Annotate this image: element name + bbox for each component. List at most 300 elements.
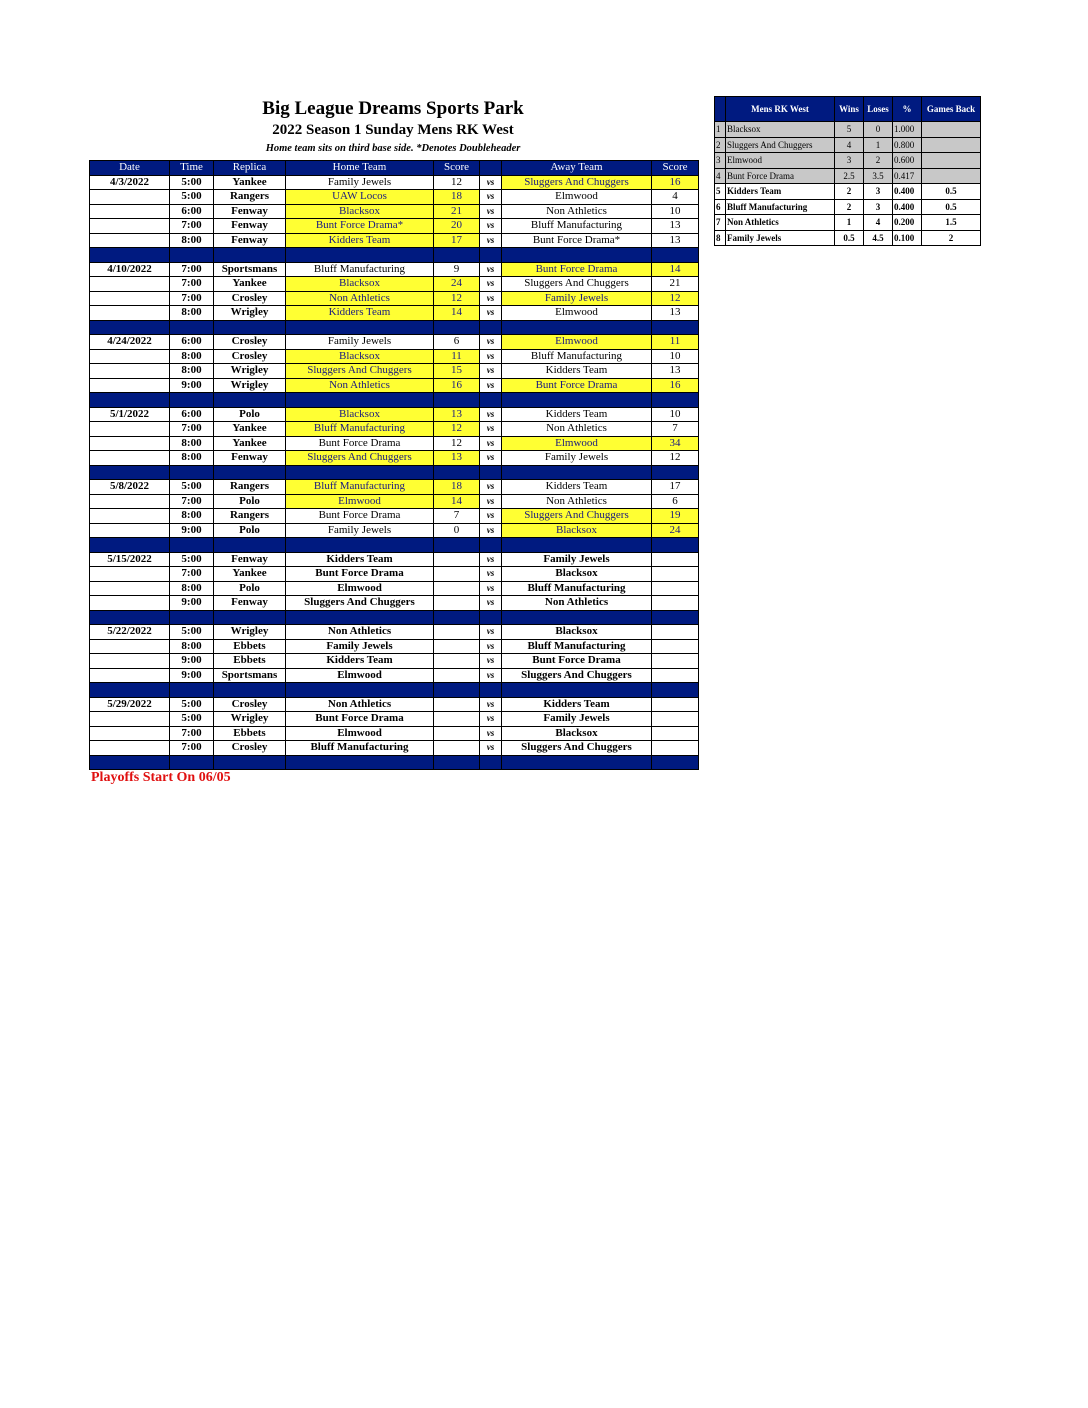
away-team: Sluggers And Chuggers xyxy=(502,277,652,292)
separator-cell xyxy=(170,320,214,335)
week-separator xyxy=(90,393,699,408)
game-replica: Polo xyxy=(214,494,286,509)
game-row xyxy=(90,233,699,248)
game-replica: Rangers xyxy=(214,480,286,495)
standing-team: Bunt Force Drama xyxy=(726,168,835,184)
away-team: Blacksox xyxy=(502,523,652,538)
game-time: 9:00 xyxy=(170,654,214,669)
game-date xyxy=(90,639,170,654)
game-date xyxy=(90,436,170,451)
game-replica: Yankee xyxy=(214,567,286,582)
game-row xyxy=(90,451,699,466)
standings-header-row xyxy=(715,97,981,122)
vs-label: vs xyxy=(480,552,502,567)
vs-label: vs xyxy=(480,335,502,350)
standing-team: Sluggers And Chuggers xyxy=(726,137,835,153)
game-time: 5:00 xyxy=(170,480,214,495)
game-date xyxy=(90,190,170,205)
away-team: Blacksox xyxy=(502,625,652,640)
separator-cell xyxy=(652,755,699,770)
separator-cell xyxy=(214,538,286,553)
home-team: Family Jewels xyxy=(286,639,434,654)
separator-cell xyxy=(90,320,170,335)
vs-label: vs xyxy=(480,625,502,640)
away-team: Sluggers And Chuggers xyxy=(502,509,652,524)
separator-cell xyxy=(90,538,170,553)
standing-rank: 4 xyxy=(715,168,726,184)
separator-cell xyxy=(170,248,214,263)
vs-label: vs xyxy=(480,306,502,321)
game-row xyxy=(90,204,699,219)
separator-cell xyxy=(434,465,480,480)
home-team: UAW Locos xyxy=(286,190,434,205)
away-score xyxy=(652,596,699,611)
game-row xyxy=(90,378,699,393)
home-score xyxy=(434,668,480,683)
standing-rank: 7 xyxy=(715,215,726,231)
separator-cell xyxy=(480,393,502,408)
separator-cell xyxy=(652,248,699,263)
separator-cell xyxy=(480,248,502,263)
col-home-score-header: Score xyxy=(434,161,480,176)
away-team: Family Jewels xyxy=(502,712,652,727)
home-score: 16 xyxy=(434,378,480,393)
home-team: Elmwood xyxy=(286,581,434,596)
week-separator xyxy=(90,610,699,625)
away-team: Bunt Force Drama xyxy=(502,262,652,277)
away-score: 10 xyxy=(652,204,699,219)
game-time: 8:00 xyxy=(170,233,214,248)
home-team: Bunt Force Drama* xyxy=(286,219,434,234)
vs-label: vs xyxy=(480,581,502,596)
game-time: 8:00 xyxy=(170,451,214,466)
separator-cell xyxy=(652,465,699,480)
standing-games-back: 0.5 xyxy=(922,184,981,200)
vs-label: vs xyxy=(480,422,502,437)
standing-rank: 5 xyxy=(715,184,726,200)
game-replica: Fenway xyxy=(214,451,286,466)
game-time: 9:00 xyxy=(170,668,214,683)
standing-wins: 3 xyxy=(835,153,864,169)
game-replica: Yankee xyxy=(214,277,286,292)
separator-cell xyxy=(286,538,434,553)
home-score: 11 xyxy=(434,349,480,364)
game-date xyxy=(90,378,170,393)
away-team: Kidders Team xyxy=(502,407,652,422)
home-team: Bluff Manufacturing xyxy=(286,262,434,277)
game-time: 9:00 xyxy=(170,378,214,393)
vs-label: vs xyxy=(480,219,502,234)
game-replica: Crosley xyxy=(214,741,286,756)
game-date xyxy=(90,451,170,466)
game-time: 5:00 xyxy=(170,175,214,190)
home-score: 14 xyxy=(434,494,480,509)
standings-wins-header: Wins xyxy=(835,97,864,122)
game-replica: Ebbets xyxy=(214,654,286,669)
home-score xyxy=(434,697,480,712)
standing-wins: 2 xyxy=(835,184,864,200)
week-separator xyxy=(90,683,699,698)
separator-cell xyxy=(480,465,502,480)
vs-label: vs xyxy=(480,349,502,364)
vs-label: vs xyxy=(480,277,502,292)
standing-loses: 1 xyxy=(864,137,893,153)
vs-label: vs xyxy=(480,291,502,306)
away-team: Non Athletics xyxy=(502,494,652,509)
separator-cell xyxy=(434,610,480,625)
page-subtitle: 2022 Season 1 Sunday Mens RK West xyxy=(272,122,514,138)
game-replica: Ebbets xyxy=(214,639,286,654)
standings-row xyxy=(715,122,981,138)
separator-cell xyxy=(214,248,286,263)
game-replica: Rangers xyxy=(214,190,286,205)
separator-cell xyxy=(480,538,502,553)
standings-row xyxy=(715,230,981,246)
home-team: Elmwood xyxy=(286,494,434,509)
away-team: Sluggers And Chuggers xyxy=(502,175,652,190)
away-team: Sluggers And Chuggers xyxy=(502,741,652,756)
game-row xyxy=(90,726,699,741)
game-row xyxy=(90,581,699,596)
standing-games-back: 0.5 xyxy=(922,199,981,215)
separator-cell xyxy=(214,683,286,698)
separator-cell xyxy=(170,393,214,408)
col-replica-header: Replica xyxy=(214,161,286,176)
separator-cell xyxy=(214,610,286,625)
standings-row xyxy=(715,137,981,153)
page-title: Big League Dreams Sports Park xyxy=(262,98,524,119)
home-team: Family Jewels xyxy=(286,175,434,190)
home-team: Sluggers And Chuggers xyxy=(286,451,434,466)
separator-cell xyxy=(652,683,699,698)
standing-loses: 0 xyxy=(864,122,893,138)
away-score xyxy=(652,639,699,654)
vs-label: vs xyxy=(480,494,502,509)
playoffs-notice: Playoffs Start On 06/05 xyxy=(91,770,231,785)
home-score: 7 xyxy=(434,509,480,524)
game-date xyxy=(90,654,170,669)
away-score: 13 xyxy=(652,219,699,234)
game-row xyxy=(90,422,699,437)
standings-division-header: Mens RK West xyxy=(726,97,835,122)
separator-cell xyxy=(286,465,434,480)
game-time: 7:00 xyxy=(170,277,214,292)
game-time: 7:00 xyxy=(170,219,214,234)
away-team: Bunt Force Drama* xyxy=(502,233,652,248)
separator-cell xyxy=(286,393,434,408)
separator-cell xyxy=(502,465,652,480)
game-time: 7:00 xyxy=(170,262,214,277)
away-score: 4 xyxy=(652,190,699,205)
home-score: 17 xyxy=(434,233,480,248)
game-replica: Crosley xyxy=(214,697,286,712)
home-score: 0 xyxy=(434,523,480,538)
standings-row xyxy=(715,215,981,231)
away-score: 12 xyxy=(652,451,699,466)
away-score: 13 xyxy=(652,364,699,379)
game-row xyxy=(90,523,699,538)
away-score: 6 xyxy=(652,494,699,509)
game-date xyxy=(90,726,170,741)
game-time: 7:00 xyxy=(170,494,214,509)
standing-games-back xyxy=(922,137,981,153)
game-row xyxy=(90,436,699,451)
home-team: Kidders Team xyxy=(286,654,434,669)
away-score: 19 xyxy=(652,509,699,524)
home-team: Elmwood xyxy=(286,668,434,683)
standing-team: Elmwood xyxy=(726,153,835,169)
game-time: 8:00 xyxy=(170,639,214,654)
away-team: Bluff Manufacturing xyxy=(502,349,652,364)
home-score: 12 xyxy=(434,436,480,451)
standing-team: Bluff Manufacturing xyxy=(726,199,835,215)
away-team: Bunt Force Drama xyxy=(502,378,652,393)
game-time: 8:00 xyxy=(170,581,214,596)
game-replica: Fenway xyxy=(214,552,286,567)
game-date xyxy=(90,422,170,437)
standing-games-back: 2 xyxy=(922,230,981,246)
vs-label: vs xyxy=(480,726,502,741)
game-date xyxy=(90,291,170,306)
game-replica: Crosley xyxy=(214,349,286,364)
game-replica: Yankee xyxy=(214,175,286,190)
home-team: Blacksox xyxy=(286,277,434,292)
game-time: 5:00 xyxy=(170,712,214,727)
separator-cell xyxy=(286,320,434,335)
game-row xyxy=(90,567,699,582)
schedule-note: Home team sits on third base side. *Denotes Doubleheader xyxy=(265,143,521,154)
game-row xyxy=(90,509,699,524)
game-replica: Fenway xyxy=(214,219,286,234)
game-time: 8:00 xyxy=(170,509,214,524)
standings-rank-header xyxy=(715,97,726,122)
home-score xyxy=(434,567,480,582)
vs-label: vs xyxy=(480,436,502,451)
away-team: Kidders Team xyxy=(502,364,652,379)
standing-team: Family Jewels xyxy=(726,230,835,246)
home-team: Bunt Force Drama xyxy=(286,509,434,524)
game-row xyxy=(90,480,699,495)
separator-cell xyxy=(90,248,170,263)
away-team: Bunt Force Drama xyxy=(502,654,652,669)
standing-loses: 4 xyxy=(864,215,893,231)
game-row xyxy=(90,364,699,379)
game-date xyxy=(90,233,170,248)
away-score: 13 xyxy=(652,306,699,321)
standing-loses: 2 xyxy=(864,153,893,169)
away-score xyxy=(652,625,699,640)
standing-wins: 1 xyxy=(835,215,864,231)
separator-cell xyxy=(214,465,286,480)
standing-pct: 1.000 xyxy=(893,122,922,138)
away-score: 21 xyxy=(652,277,699,292)
separator-cell xyxy=(214,320,286,335)
standings-row xyxy=(715,168,981,184)
separator-cell xyxy=(480,755,502,770)
away-score xyxy=(652,668,699,683)
separator-cell xyxy=(502,393,652,408)
game-date: 4/10/2022 xyxy=(90,262,170,277)
away-score: 17 xyxy=(652,480,699,495)
game-row xyxy=(90,277,699,292)
home-team: Non Athletics xyxy=(286,291,434,306)
game-date xyxy=(90,567,170,582)
away-score: 14 xyxy=(652,262,699,277)
home-score xyxy=(434,654,480,669)
home-score xyxy=(434,581,480,596)
away-team: Bluff Manufacturing xyxy=(502,639,652,654)
separator-cell xyxy=(502,538,652,553)
vs-label: vs xyxy=(480,204,502,219)
game-time: 7:00 xyxy=(170,726,214,741)
game-replica: Sportsmans xyxy=(214,668,286,683)
standing-wins: 5 xyxy=(835,122,864,138)
week-separator xyxy=(90,320,699,335)
separator-cell xyxy=(652,393,699,408)
home-team: Bluff Manufacturing xyxy=(286,480,434,495)
standing-pct: 0.417 xyxy=(893,168,922,184)
home-score: 12 xyxy=(434,175,480,190)
home-team: Non Athletics xyxy=(286,625,434,640)
game-date xyxy=(90,349,170,364)
standing-loses: 4.5 xyxy=(864,230,893,246)
vs-label: vs xyxy=(480,741,502,756)
separator-cell xyxy=(652,538,699,553)
game-replica: Sportsmans xyxy=(214,262,286,277)
standing-wins: 4 xyxy=(835,137,864,153)
away-score: 13 xyxy=(652,233,699,248)
separator-cell xyxy=(214,755,286,770)
away-score xyxy=(652,567,699,582)
game-replica: Fenway xyxy=(214,204,286,219)
home-team: Blacksox xyxy=(286,407,434,422)
away-score xyxy=(652,697,699,712)
separator-cell xyxy=(502,320,652,335)
game-replica: Polo xyxy=(214,407,286,422)
game-date xyxy=(90,364,170,379)
away-team: Kidders Team xyxy=(502,697,652,712)
home-team: Non Athletics xyxy=(286,378,434,393)
game-replica: Wrigley xyxy=(214,625,286,640)
separator-cell xyxy=(480,320,502,335)
game-replica: Yankee xyxy=(214,436,286,451)
game-replica: Wrigley xyxy=(214,712,286,727)
separator-cell xyxy=(90,683,170,698)
standing-wins: 2.5 xyxy=(835,168,864,184)
standings-row xyxy=(715,153,981,169)
home-team: Family Jewels xyxy=(286,335,434,350)
away-team: Elmwood xyxy=(502,190,652,205)
game-row xyxy=(90,741,699,756)
standing-pct: 0.800 xyxy=(893,137,922,153)
game-row xyxy=(90,291,699,306)
standing-team: Non Athletics xyxy=(726,215,835,231)
standing-loses: 3 xyxy=(864,199,893,215)
schedule-header-row xyxy=(90,161,699,176)
game-time: 8:00 xyxy=(170,306,214,321)
away-team: Non Athletics xyxy=(502,204,652,219)
away-team: Family Jewels xyxy=(502,552,652,567)
game-date: 4/3/2022 xyxy=(90,175,170,190)
separator-cell xyxy=(90,610,170,625)
away-score: 12 xyxy=(652,291,699,306)
game-row xyxy=(90,625,699,640)
home-team: Blacksox xyxy=(286,349,434,364)
separator-cell xyxy=(434,393,480,408)
home-score: 6 xyxy=(434,335,480,350)
standing-loses: 3.5 xyxy=(864,168,893,184)
separator-cell xyxy=(434,755,480,770)
standing-rank: 1 xyxy=(715,122,726,138)
game-row xyxy=(90,552,699,567)
vs-label: vs xyxy=(480,712,502,727)
game-time: 8:00 xyxy=(170,436,214,451)
home-score: 18 xyxy=(434,480,480,495)
home-team: Bunt Force Drama xyxy=(286,712,434,727)
standing-games-back xyxy=(922,168,981,184)
game-row xyxy=(90,306,699,321)
col-vs-header xyxy=(480,161,502,176)
game-time: 7:00 xyxy=(170,291,214,306)
home-score xyxy=(434,741,480,756)
vs-label: vs xyxy=(480,567,502,582)
vs-label: vs xyxy=(480,233,502,248)
game-replica: Wrigley xyxy=(214,306,286,321)
standings-row xyxy=(715,199,981,215)
standing-wins: 2 xyxy=(835,199,864,215)
home-team: Bluff Manufacturing xyxy=(286,422,434,437)
home-team: Sluggers And Chuggers xyxy=(286,596,434,611)
home-score: 13 xyxy=(434,451,480,466)
home-score: 15 xyxy=(434,364,480,379)
standing-pct: 0.600 xyxy=(893,153,922,169)
vs-label: vs xyxy=(480,668,502,683)
home-score: 13 xyxy=(434,407,480,422)
home-team: Bunt Force Drama xyxy=(286,567,434,582)
separator-cell xyxy=(502,683,652,698)
standings-row xyxy=(715,184,981,200)
game-time: 6:00 xyxy=(170,335,214,350)
vs-label: vs xyxy=(480,364,502,379)
game-row xyxy=(90,668,699,683)
game-time: 5:00 xyxy=(170,625,214,640)
away-team: Bluff Manufacturing xyxy=(502,219,652,234)
game-replica: Polo xyxy=(214,523,286,538)
home-score: 18 xyxy=(434,190,480,205)
away-score xyxy=(652,552,699,567)
home-team: Blacksox xyxy=(286,204,434,219)
game-date xyxy=(90,741,170,756)
separator-cell xyxy=(480,610,502,625)
col-home-team-header: Home Team xyxy=(286,161,434,176)
game-row xyxy=(90,262,699,277)
separator-cell xyxy=(286,755,434,770)
home-score xyxy=(434,712,480,727)
home-score xyxy=(434,552,480,567)
col-away-score-header: Score xyxy=(652,161,699,176)
standing-pct: 0.200 xyxy=(893,215,922,231)
game-replica: Crosley xyxy=(214,335,286,350)
separator-cell xyxy=(286,610,434,625)
game-date: 5/15/2022 xyxy=(90,552,170,567)
separator-cell xyxy=(170,538,214,553)
home-team: Bunt Force Drama xyxy=(286,436,434,451)
home-team: Kidders Team xyxy=(286,552,434,567)
home-team: Sluggers And Chuggers xyxy=(286,364,434,379)
standing-pct: 0.400 xyxy=(893,184,922,200)
game-row xyxy=(90,349,699,364)
home-score xyxy=(434,596,480,611)
